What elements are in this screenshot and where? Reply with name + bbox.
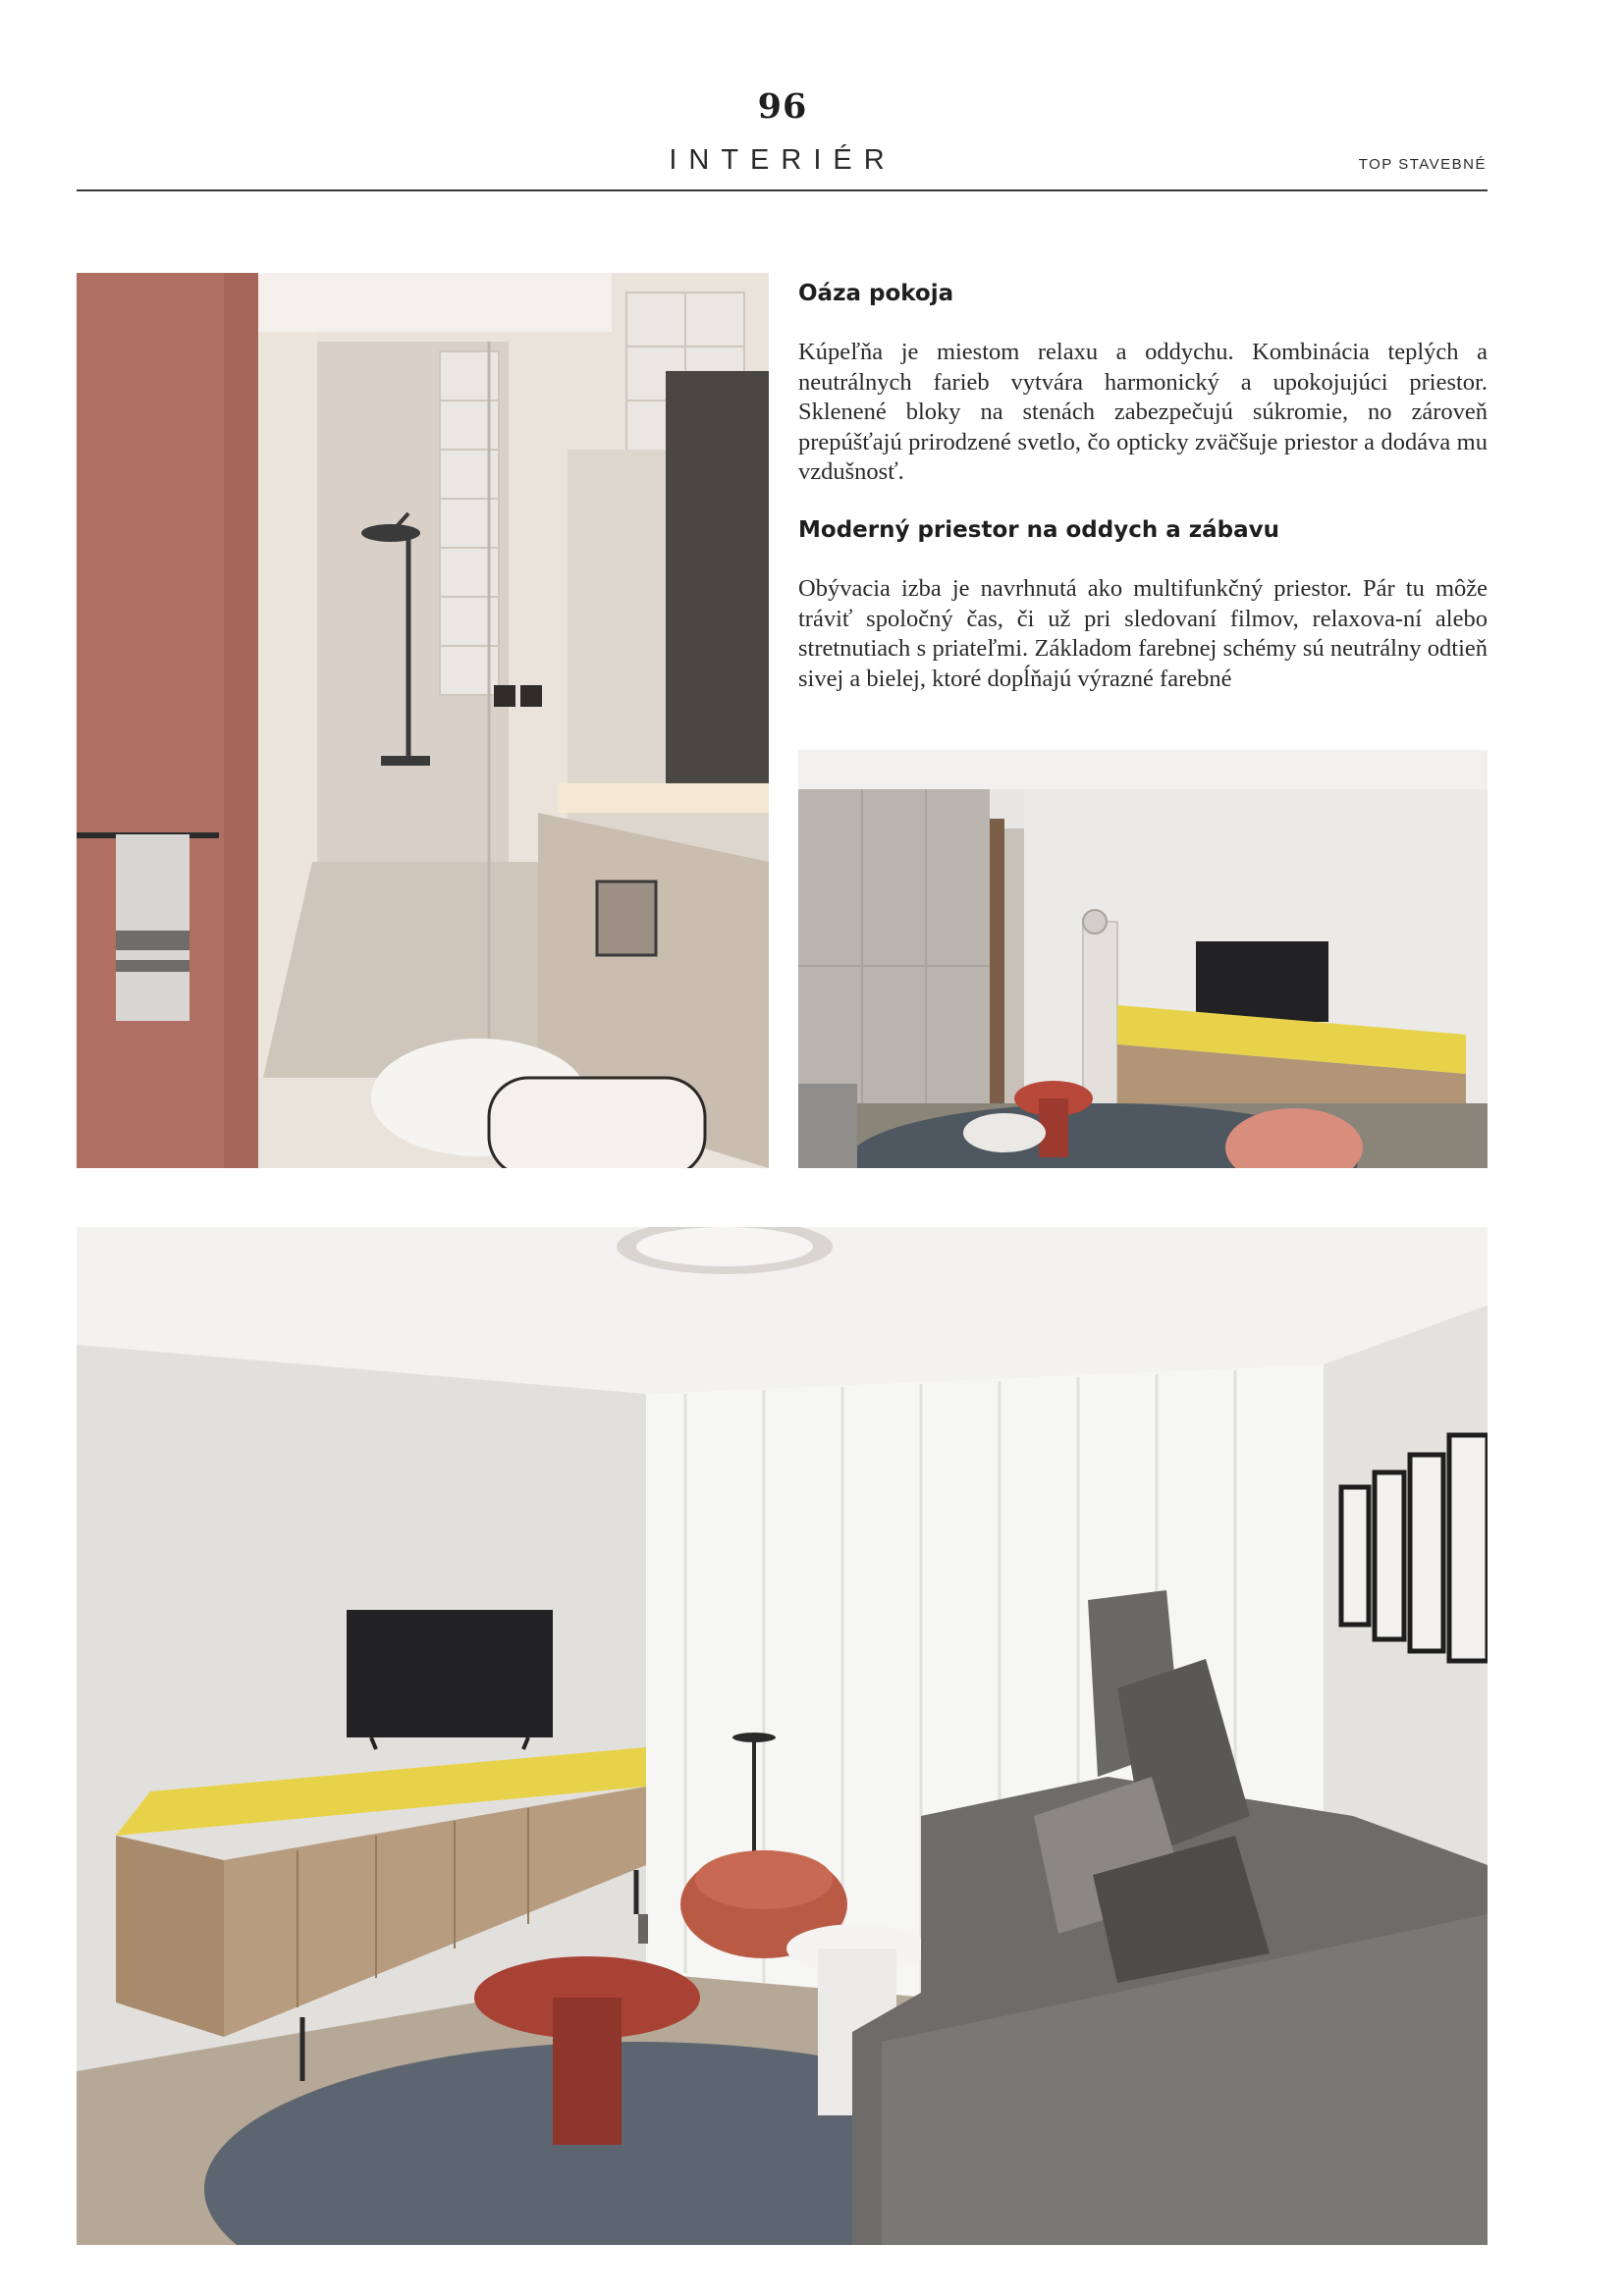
paragraph-bathroom: Kúpeľňa je miestom relaxu a oddychu. Kombinácia teplých a neutrálnych farieb vytvára harmonický a upokojujúci priestor. Sklenené bloky na stenách zabezpečujú súkromie, no zároveň prepúšťajú prirodzené svetlo, čo opticky zväčšuje priestor a dodáva mu vzdušnosť. <box>798 339 1488 485</box>
page-number: 96 <box>757 86 808 127</box>
magazine-name: TOP STAVEBNÉ <box>1358 156 1487 173</box>
section-heading-living-room: Moderný priestor na oddych a zábavu <box>798 517 1280 543</box>
photo-bathroom <box>77 273 769 1168</box>
photo-living-room-tv-wall <box>798 750 1488 1168</box>
paragraph-living-room: Obývacia izba je navrhnutá ako multifunkčný priestor. Pár tu môže tráviť spoločný čas, či už pri sledovaní filmov, relaxova-ní alebo stretnutiach s priateľmi. Základom farebnej schémy sú neutrálny odtieň sivej a bielej, ktoré dopĺňajú výrazné farebné <box>798 575 1488 692</box>
section-title: INTERIÉR <box>669 144 896 176</box>
header-rule <box>77 189 1488 191</box>
photo-living-room-overview <box>77 1227 1488 2245</box>
section-heading-bathroom: Oáza pokoja <box>798 281 954 306</box>
